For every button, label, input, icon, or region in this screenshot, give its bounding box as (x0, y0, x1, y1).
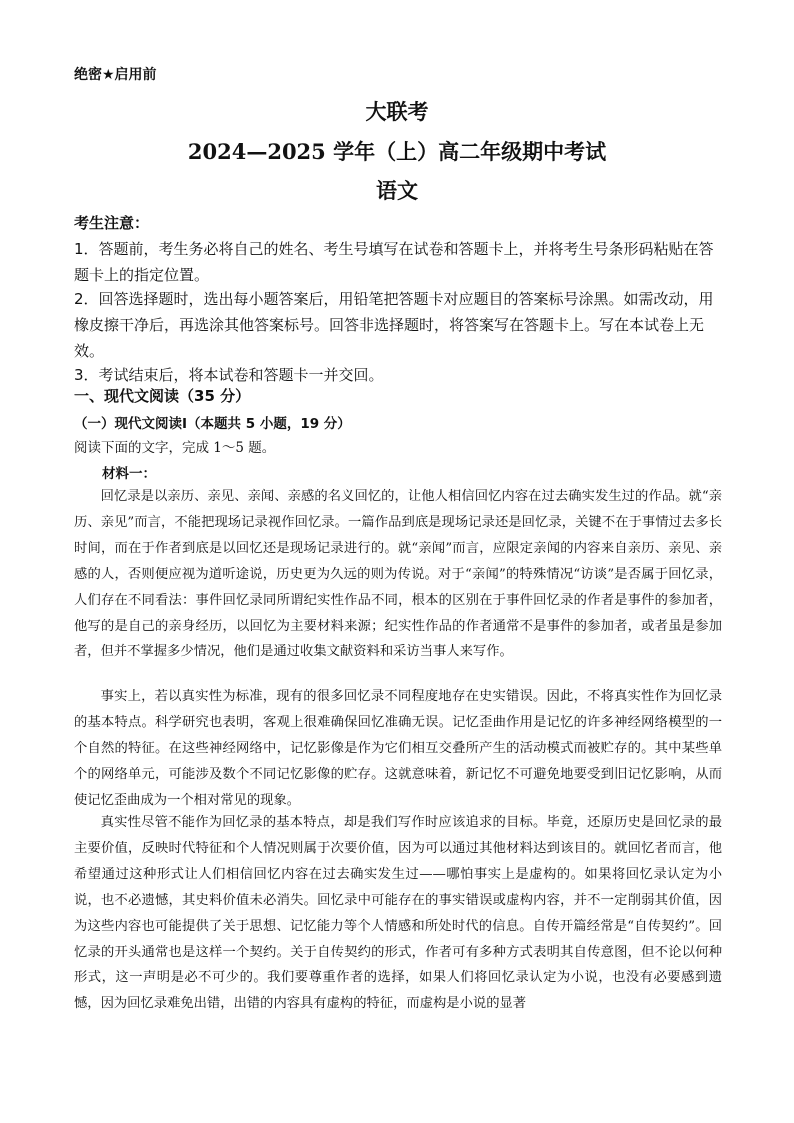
passage-paragraph-2: 事实上，若以真实性为标准，现有的很多回忆录不同程度地存在史实错误。因此，不将真实性作为回忆录的基本特点。科学研究也表明，客观上很难确保回忆准确无误。记忆歪曲作用是记忆的许多神经网络模型的一个自然的特征。在这些神经网络中，记忆影像是作为它们相互交叠所产生的活动模式而被贮存的。其中某些单个的网络单元，可能涉及数个不同记忆影像的贮存。这就意味着，新记忆不可避免地要受到旧记忆影响，从而使记忆歪曲成为一个相对常见的现象。 (74, 689, 722, 808)
reading-instruction: 阅读下面的文字，完成 1～5 题。 (74, 440, 276, 456)
notice-item-2: 2．回答选择题时，选出每小题答案后，用铅笔把答题卡对应题目的答案标号涂黑。如需改动，用橡皮擦干净后，再选涂其他答案标号。回答非选择题时，将答案写在答题卡上。写在本试卷上无效。 (74, 290, 714, 360)
exam-title: 2024—2025 学年（上）高二年级期中考试 (187, 139, 607, 164)
material-label: 材料一： (102, 466, 156, 482)
notice-heading: 考生注意： (74, 214, 150, 232)
exam-series-title: 大联考 (365, 99, 429, 124)
section-subtitle: （一）现代文阅读Ⅰ（本题共 5 小题，19 分） (74, 416, 351, 432)
passage-paragraph-1: 回忆录是以亲历、亲见、亲闻、亲感的名义回忆的，让他人相信回忆内容在过去确实发生过的作品。就“亲历、亲见”而言，不能把现场记录视作回忆录。一篇作品到底是现场记录还是回忆录，关键不在于事情过去多长时间，而在于作者到底是以回忆还是现场记录进行的。就“亲闻”而言，应限定亲闻的内容来自亲历、亲见、亲感的人，否则便应视为道听途说，历史更为久远的则为传说。对于“亲闻”的特殊情况“访谈”是否属于回忆录，人们存在不同看法：事件回忆录同所谓纪实性作品不同，根本的区别在于事件回忆录的作者是事件的参加者，他写的是自己的亲身经历，以回忆为主要材料来源；纪实性作品的作者通常不是事件的参加者，或者虽是参加者，但并不掌握多少情况，他们是通过收集文献资料和采访当事人来写作。 (74, 489, 722, 660)
subject-title: 语文 (376, 178, 418, 203)
notice-item-1: 1．答题前，考生务必将自己的姓名、考生号填写在试卷和答题卡上，并将考生号条形码粘贴在答题卡上的指定位置。 (74, 240, 714, 284)
secret-mark: 绝密★启用前 (74, 67, 157, 83)
passage-paragraph-3: 真实性尽管不能作为回忆录的基本特点，却是我们写作时应该追求的目标。毕竟，还原历史是回忆录的最主要价值，反映时代特征和个人情况则属于次要价值，因为可以通过其他材料达到该目的。就回忆者而言，他希望通过这种形式让人们相信回忆内容在过去确实发生过——哪怕事实上是虚构的。如果将回忆录认定为小说，也不必遗憾，其史料价值未必消失。回忆录中可能存在的事实错误或虚构内容，并不一定削弱其价值，因为这些内容也可能提供了关于思想、记忆能力等个人情感和所处时代的信息。自传开篇经常是“自传契约”。回忆录的开头通常也是这样一个契约。关于自传契约的形式，作者可有多种方式表明其自传意图，但不论以何种形式，这一声明是必不可少的。我们要尊重作者的选择，如果人们将回忆录认定为小说，也没有必要感到遗憾，因为回忆录难免出错，出错的内容具有虚构的特征，而虚构是小说的显著 (74, 815, 722, 1012)
notice-item-3: 3．考试结束后，将本试卷和答题卡一并交回。 (74, 366, 384, 384)
section-title: 一、现代文阅读（35 分） (74, 387, 251, 405)
